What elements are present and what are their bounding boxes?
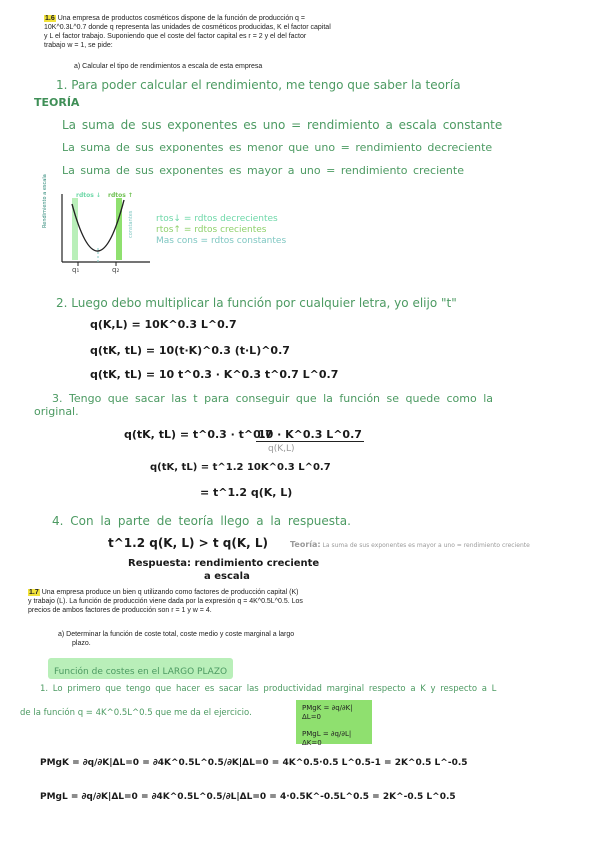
- teoria-reference: [290, 540, 530, 549]
- pmg-definition-box: [296, 700, 372, 747]
- graph-ylabel: Rendimiento a escala: [42, 174, 48, 228]
- step3-heading-line2: original.: [34, 405, 79, 418]
- exercise-1-7-statement: [28, 588, 378, 615]
- statement-line: y L el factor trabajo. Suponiendo que el coste del factor capital es r = 2 y el del factor: [44, 33, 307, 40]
- graph-label-right: rdtos ↑: [108, 192, 133, 199]
- teoria-reference-label: Teoría:: [290, 540, 321, 549]
- equation: q(tK, tL) = t^1.2 10K^0.3 L^0.7: [150, 462, 331, 473]
- teoria-label: TEORÍA: [34, 96, 80, 109]
- theory-line: La suma de sus exponentes es menor que uno = rendimiento decreciente: [62, 141, 493, 154]
- step2-heading: 2. Luego debo multiplicar la función por cualquier letra, yo elijo "t": [56, 296, 457, 310]
- answer-line: a escala: [204, 571, 250, 582]
- graph-band-right: [116, 198, 122, 260]
- equation: q(K,L) = 10K^0.3 L^0.7: [90, 318, 237, 331]
- teoria-reference-text: La suma de sus exponentes es mayor a uno = rendimiento creciente: [322, 542, 530, 549]
- section-title: Función de costes en el LARGO PLAZO: [48, 658, 233, 679]
- theory-line: La suma de sus exponentes es mayor a uno = rendimiento creciente: [62, 164, 464, 177]
- equation-boxed: 10 · K^0.3 L^0.7: [258, 428, 362, 441]
- statement-line: Una empresa de productos cosméticos dispone de la función de producción q =: [57, 15, 305, 22]
- equation-annotation: q(K,L): [268, 444, 295, 454]
- pmgl-definition: PMgL = ∂q/∂L|ΔK=0: [302, 730, 352, 747]
- cost-step1-line2: de la función q = 4K^0.5L^0.5 que me da el ejercicio.: [20, 708, 252, 718]
- step3-heading-line1: 3. Tengo que sacar las t para conseguir que la función se quede como la: [52, 392, 493, 405]
- pmgk-definition: PMgK = ∂q/∂K|ΔL=0: [302, 704, 353, 721]
- exercise-1-7-item-a: a) Determinar la función de coste total, coste medio y coste marginal a largo plazo.: [58, 631, 295, 647]
- graph-mid-label: constantes: [128, 210, 134, 238]
- statement-line: precios de ambos factores de producción son r = 1 y w = 4.: [28, 607, 212, 614]
- equation: q(tK, tL) = 10 t^0.3 · K^0.3 t^0.7 L^0.7: [90, 368, 339, 381]
- graph-tick-right: q₂: [112, 266, 120, 274]
- equation: = t^1.2 q(K, L): [200, 486, 293, 499]
- statement-line: 10K^0.3L^0.7 donde q representa las unidades de cosméticos producidas, K el factor capital: [44, 24, 331, 31]
- legend-item: rtos↑ = rdtos crecientes: [156, 225, 267, 235]
- step1-heading: 1. Para poder calcular el rendimiento, me tengo que saber la teoría: [56, 78, 461, 92]
- statement-line: y trabajo (L). La función de producción viene dada por la expresión q = 4K^0.5L^0.5. Los: [28, 598, 303, 605]
- pmgk-derivation: PMgK = ∂q/∂K|ΔL=0 = ∂4K^0.5L^0.5/∂K|ΔL=0 = 4K^0.5·0.5 L^0.5-1 = 2K^0.5 L^-0.5: [40, 758, 468, 768]
- graph-tick-left: q₁: [72, 266, 80, 274]
- graph-label-left: rdtos ↓: [76, 192, 101, 199]
- step4-heading: 4. Con la parte de teoría llego a la respuesta.: [52, 514, 351, 528]
- legend-item: rtos↓ = rdtos decrecientes: [156, 214, 278, 224]
- exercise-number: 1.6: [45, 15, 55, 22]
- graph-legend: [156, 214, 286, 247]
- statement-line: Una empresa produce un bien q utilizando como factores de producción capital (K): [41, 589, 299, 596]
- answer-line: Respuesta: rendimiento creciente: [128, 558, 320, 569]
- cost-step1-line1: 1. Lo primero que tengo que hacer es sacar las productividad marginal respecto a K y respecto a L: [40, 684, 497, 694]
- inequality: t^1.2 q(K, L) > t q(K, L): [108, 536, 269, 550]
- exercise-1-6-item-a: a) Calcular el tipo de rendimientos a escala de esta empresa: [74, 63, 263, 70]
- equation: q(tK, tL) = t^0.3 · t^0.7: [124, 428, 273, 441]
- legend-item: Mas cons = rdtos constantes: [156, 236, 287, 246]
- statement-line: trabajo w = 1, se pide:: [44, 42, 113, 49]
- exercise-1-6-statement: [44, 14, 394, 50]
- pmgl-derivation: PMgL = ∂q/∂K|ΔL=0 = ∂4K^0.5L^0.5/∂L|ΔL=0 = 4·0.5K^-0.5L^0.5 = 2K^-0.5 L^0.5: [40, 792, 456, 802]
- exercise-number: 1.7: [29, 589, 39, 596]
- returns-to-scale-graph: [54, 190, 154, 272]
- equation: q(tK, tL) = 10(t·K)^0.3 (t·L)^0.7: [90, 344, 290, 357]
- theory-line: La suma de sus exponentes es uno = rendimiento a escala constante: [62, 118, 503, 132]
